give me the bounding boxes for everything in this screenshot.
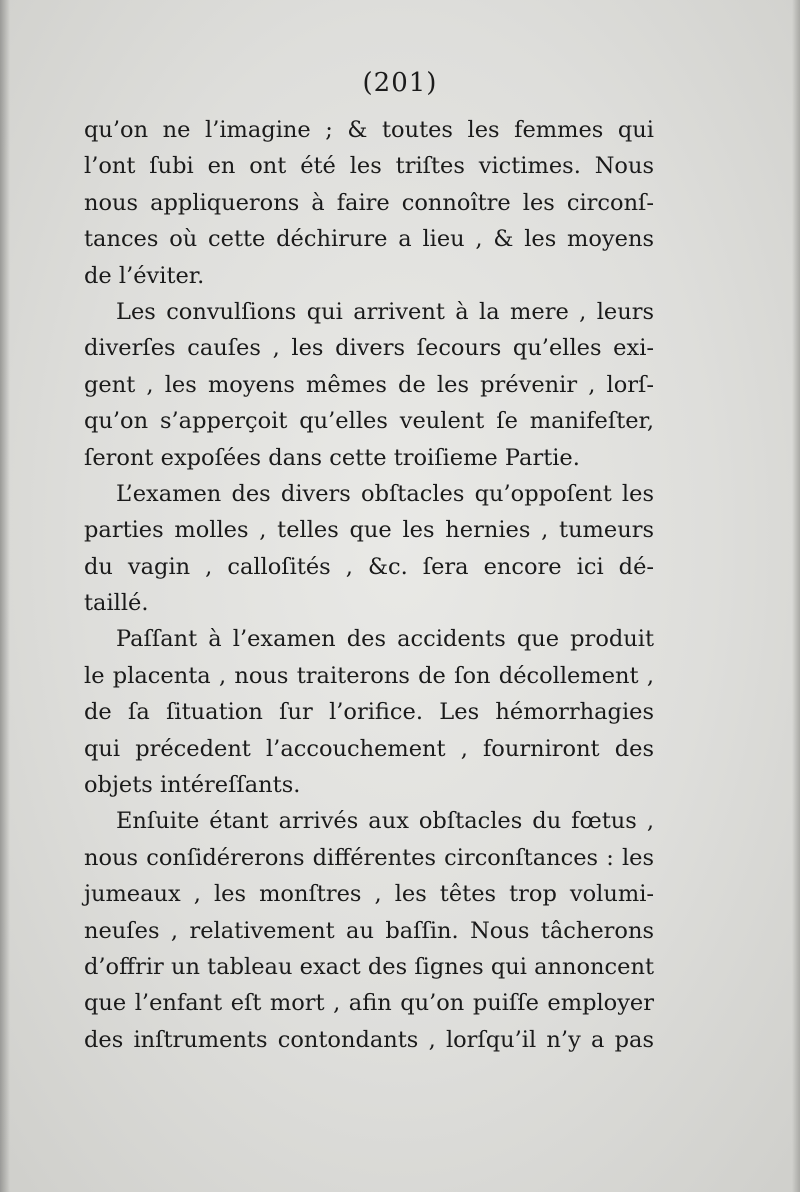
text-line: diverſes cauſes , les divers ſecours qu’elles exi- — [84, 335, 654, 362]
text-line: de l’éviter. — [84, 262, 205, 289]
text-line: qui précedent l’accouchement , fourniront des — [84, 735, 654, 762]
text-line: qu’on s’apperçoit qu’elles veulent ſe manifeſter, — [84, 408, 654, 435]
text-line: du vagin , calloſités , &c. ſera encore ici dé- — [84, 553, 654, 580]
page-number: (201) — [362, 68, 438, 98]
text-line: ſeront expoſées dans cette troiſieme Partie. — [84, 444, 580, 471]
paragraph — [84, 294, 654, 476]
text-line: d’offrir un tableau exact des ſignes qui annoncent — [84, 953, 654, 980]
text-line: tances où cette déchirure a lieu , & les moyens — [84, 226, 654, 253]
text-line: neuſes , relativement au baſſin. Nous tâcherons — [84, 917, 654, 944]
paragraph — [84, 112, 654, 294]
text-line: qu’on ne l’imagine ; & toutes les femmes qui — [84, 117, 654, 143]
text-line: des inſtruments contondants , lorſqu’il n’y a pas — [84, 1026, 654, 1053]
paragraph — [84, 803, 654, 1058]
text-line: Les convulſions qui arrivent à la mere , leurs — [116, 298, 654, 325]
text-line: nous appliquerons à faire connoître les circonſ- — [84, 189, 654, 216]
paragraph — [84, 476, 654, 622]
text-line: de ſa ſituation ſur l’orifice. Les hémorrhagies — [84, 699, 654, 726]
text-line: objets intéreſſants. — [84, 772, 301, 799]
text-line: parties molles , telles que les hernies , tumeurs — [84, 517, 654, 544]
page-edge-shadow-right — [792, 0, 800, 1192]
text-line: L’examen des divers obſtacles qu’oppoſent les — [116, 480, 654, 507]
text-line: Paſſant à l’examen des accidents que produit — [116, 626, 654, 653]
body-text — [84, 112, 654, 1058]
text-line: gent , les moyens mêmes de les prévenir , lorſ- — [84, 371, 654, 398]
text-line: Enſuite étant arrivés aux obſtacles du fœtus , — [116, 808, 654, 835]
page-edge-shadow-left — [0, 0, 10, 1192]
text-line: jumeaux , les monſtres , les têtes trop volumi- — [84, 881, 654, 908]
text-line: taillé. — [84, 590, 149, 617]
text-line: nous conſidérerons différentes circonſtances : les — [84, 844, 654, 871]
text-line: que l’enfant eſt mort , afin qu’on puiſſe employer — [84, 990, 654, 1017]
text-line: l’ont ſubi en ont été les triſtes victimes. Nous — [84, 153, 654, 180]
paragraph — [84, 621, 654, 803]
text-line: le placenta , nous traiterons de ſon décollement , — [84, 662, 654, 689]
